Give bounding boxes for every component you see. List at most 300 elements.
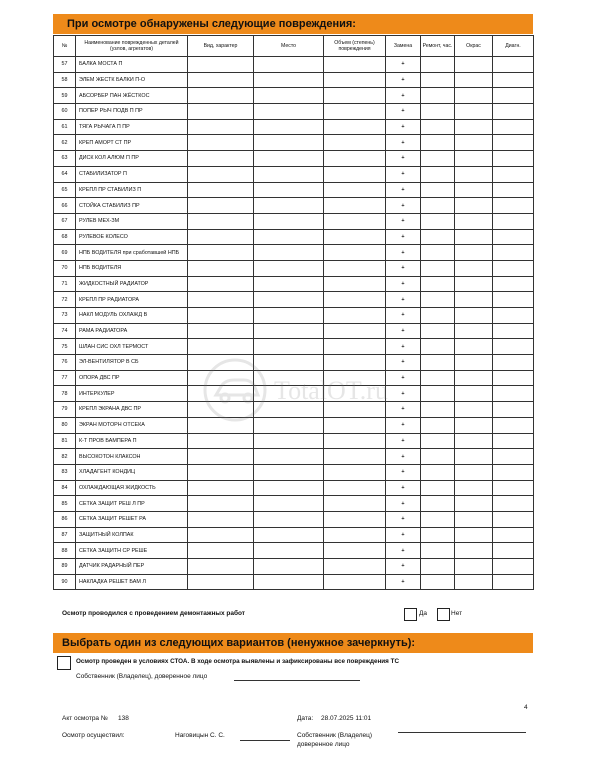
- row-part-name: ЗАЩИТНЫЙ КОЛПАК: [76, 527, 188, 543]
- row-number: 75: [54, 339, 76, 355]
- row-damage-extent: [324, 480, 386, 496]
- row-replace: +: [386, 511, 421, 527]
- row-damage-extent: [324, 292, 386, 308]
- row-paint: [455, 323, 493, 339]
- table-row: [54, 402, 534, 418]
- row-replace: +: [386, 276, 421, 292]
- row-part-name: КРЕПЛ ПР РАДИАТОРА: [76, 292, 188, 308]
- row-damage-type: [188, 464, 254, 480]
- owner-label-2: доверенное лицо: [297, 741, 350, 748]
- row-damage-extent: [324, 276, 386, 292]
- row-damage-extent: [324, 166, 386, 182]
- row-part-name: КРЕП АМОРТ СТ ПР: [76, 135, 188, 151]
- table-row: [54, 88, 534, 104]
- row-paint: [455, 88, 493, 104]
- row-diagnostics: [493, 574, 534, 590]
- row-repair-hours: [421, 559, 455, 575]
- row-replace: +: [386, 370, 421, 386]
- row-replace: +: [386, 496, 421, 512]
- row-part-name: ИНТЕРКУЛЕР: [76, 386, 188, 402]
- row-repair-hours: [421, 511, 455, 527]
- row-damage-extent: [324, 229, 386, 245]
- act-label: Акт осмотра №: [62, 715, 108, 722]
- table-row: [54, 527, 534, 543]
- row-damage-extent: [324, 527, 386, 543]
- table-row: [54, 135, 534, 151]
- row-location: [254, 527, 324, 543]
- col-location: Место: [254, 36, 324, 57]
- row-location: [254, 245, 324, 261]
- table-row: [54, 72, 534, 88]
- row-damage-type: [188, 276, 254, 292]
- row-replace: +: [386, 308, 421, 324]
- row-location: [254, 449, 324, 465]
- row-damage-type: [188, 543, 254, 559]
- damages-section-title: При осмотре обнаружены следующие повреждения:: [53, 14, 533, 34]
- row-repair-hours: [421, 151, 455, 167]
- row-damage-type: [188, 135, 254, 151]
- row-paint: [455, 386, 493, 402]
- row-damage-type: [188, 292, 254, 308]
- inspector-name: Наговицын С. С.: [175, 732, 225, 739]
- table-row: [54, 559, 534, 575]
- row-damage-type: [188, 449, 254, 465]
- row-replace: +: [386, 57, 421, 73]
- table-row: [54, 417, 534, 433]
- row-repair-hours: [421, 72, 455, 88]
- row-location: [254, 198, 324, 214]
- table-row: [54, 229, 534, 245]
- row-diagnostics: [493, 449, 534, 465]
- row-location: [254, 355, 324, 371]
- row-diagnostics: [493, 245, 534, 261]
- row-part-name: ЭЛ-ВЕНТИЛЯТОР В СБ: [76, 355, 188, 371]
- table-row: [54, 339, 534, 355]
- row-damage-extent: [324, 260, 386, 276]
- row-replace: +: [386, 182, 421, 198]
- row-damage-extent: [324, 72, 386, 88]
- row-part-name: К-Т ПРОВ БАМПЕРА П: [76, 433, 188, 449]
- row-repair-hours: [421, 260, 455, 276]
- dismantling-no-checkbox[interactable]: [437, 608, 450, 621]
- row-number: 68: [54, 229, 76, 245]
- row-replace: +: [386, 543, 421, 559]
- row-repair-hours: [421, 292, 455, 308]
- row-damage-type: [188, 496, 254, 512]
- row-diagnostics: [493, 355, 534, 371]
- row-part-name: ХЛАДАГЕНТ КОНДИЦ: [76, 464, 188, 480]
- row-location: [254, 260, 324, 276]
- row-damage-type: [188, 182, 254, 198]
- row-paint: [455, 339, 493, 355]
- row-replace: +: [386, 433, 421, 449]
- table-row: [54, 245, 534, 261]
- row-part-name: ТЯГА РЫЧАГА П ПР: [76, 119, 188, 135]
- row-damage-type: [188, 119, 254, 135]
- row-number: 57: [54, 57, 76, 73]
- row-replace: +: [386, 104, 421, 120]
- row-part-name: ОХЛАЖДАЮЩАЯ ЖИДКОСТЬ: [76, 480, 188, 496]
- table-header-row: [54, 36, 534, 57]
- row-damage-extent: [324, 245, 386, 261]
- row-paint: [455, 543, 493, 559]
- row-paint: [455, 57, 493, 73]
- row-damage-type: [188, 339, 254, 355]
- row-diagnostics: [493, 213, 534, 229]
- row-replace: +: [386, 213, 421, 229]
- row-repair-hours: [421, 386, 455, 402]
- row-paint: [455, 119, 493, 135]
- row-diagnostics: [493, 323, 534, 339]
- date-label: Дата:: [297, 715, 314, 722]
- row-paint: [455, 72, 493, 88]
- row-location: [254, 213, 324, 229]
- date-value: 28.07.2025 11:01: [321, 715, 372, 722]
- option-stoa-checkbox[interactable]: [57, 656, 71, 670]
- row-number: 59: [54, 88, 76, 104]
- row-damage-extent: [324, 198, 386, 214]
- row-paint: [455, 276, 493, 292]
- col-part-name: Наименование поврежденных деталей (узлов, агрегатов): [76, 36, 188, 57]
- row-diagnostics: [493, 402, 534, 418]
- row-paint: [455, 229, 493, 245]
- row-part-name: НПБ ВОДИТЕЛЯ при сработавшей НПБ: [76, 245, 188, 261]
- table-row: [54, 574, 534, 590]
- table-row: [54, 151, 534, 167]
- row-location: [254, 323, 324, 339]
- row-damage-type: [188, 72, 254, 88]
- row-damage-extent: [324, 135, 386, 151]
- row-location: [254, 119, 324, 135]
- row-paint: [455, 511, 493, 527]
- row-repair-hours: [421, 480, 455, 496]
- row-location: [254, 511, 324, 527]
- table-row: [54, 104, 534, 120]
- row-paint: [455, 480, 493, 496]
- row-replace: +: [386, 72, 421, 88]
- row-replace: +: [386, 119, 421, 135]
- row-number: 73: [54, 308, 76, 324]
- row-repair-hours: [421, 308, 455, 324]
- row-part-name: АБСОРБЕР ПАН ЖЁСТКОС: [76, 88, 188, 104]
- row-part-name: РАМА РАДИАТОРА: [76, 323, 188, 339]
- row-paint: [455, 370, 493, 386]
- row-number: 70: [54, 260, 76, 276]
- row-damage-extent: [324, 574, 386, 590]
- col-damage-extent: Объем (степень) повреждения: [324, 36, 386, 57]
- col-repair-hours: Ремонт, час.: [421, 36, 455, 57]
- row-damage-type: [188, 480, 254, 496]
- row-paint: [455, 308, 493, 324]
- row-damage-type: [188, 104, 254, 120]
- row-damage-type: [188, 511, 254, 527]
- row-paint: [455, 198, 493, 214]
- row-part-name: ДАТЧИК РАДАРНЫЙ ПЕР: [76, 559, 188, 575]
- row-damage-type: [188, 402, 254, 418]
- col-number: №: [54, 36, 76, 57]
- table-row: [54, 386, 534, 402]
- option-stoa-label: Осмотр проведен в условиях СТОА. В ходе осмотра выявлены и зафиксированы все повреждения ТС: [76, 658, 399, 665]
- row-damage-extent: [324, 543, 386, 559]
- row-part-name: СЕТКА ЗАЩИТ РЕШЕТ РА: [76, 511, 188, 527]
- row-damage-type: [188, 323, 254, 339]
- row-damage-type: [188, 260, 254, 276]
- row-location: [254, 559, 324, 575]
- row-damage-extent: [324, 370, 386, 386]
- row-paint: [455, 417, 493, 433]
- table-row: [54, 213, 534, 229]
- row-location: [254, 104, 324, 120]
- row-diagnostics: [493, 433, 534, 449]
- inspector-signature-line[interactable]: [240, 740, 290, 741]
- col-replace: Замена: [386, 36, 421, 57]
- row-paint: [455, 402, 493, 418]
- row-replace: +: [386, 135, 421, 151]
- row-part-name: СТАБИЛИЗАТОР П: [76, 166, 188, 182]
- row-repair-hours: [421, 449, 455, 465]
- row-replace: +: [386, 229, 421, 245]
- row-damage-extent: [324, 104, 386, 120]
- row-damage-type: [188, 370, 254, 386]
- table-row: [54, 355, 534, 371]
- row-number: 77: [54, 370, 76, 386]
- row-part-name: БАЛКА МОСТА П: [76, 57, 188, 73]
- row-damage-type: [188, 355, 254, 371]
- dismantling-yes-checkbox[interactable]: [404, 608, 417, 621]
- dismantling-yes-label: Да: [419, 610, 428, 617]
- row-damage-extent: [324, 339, 386, 355]
- row-number: 69: [54, 245, 76, 261]
- row-damage-type: [188, 57, 254, 73]
- table-row: [54, 496, 534, 512]
- table-row: [54, 166, 534, 182]
- row-repair-hours: [421, 57, 455, 73]
- table-row: [54, 276, 534, 292]
- row-replace: +: [386, 339, 421, 355]
- row-repair-hours: [421, 496, 455, 512]
- options-section-title: Выбрать один из следующих вариантов (ненужное зачеркнуть):: [53, 633, 533, 653]
- row-part-name: ДИСК КОЛ АЛЮМ П ПР: [76, 151, 188, 167]
- row-paint: [455, 574, 493, 590]
- row-damage-extent: [324, 119, 386, 135]
- col-damage-type: Вид, характер: [188, 36, 254, 57]
- table-row: [54, 308, 534, 324]
- table-row: [54, 464, 534, 480]
- table-row: [54, 543, 534, 559]
- row-diagnostics: [493, 543, 534, 559]
- row-replace: +: [386, 88, 421, 104]
- row-damage-extent: [324, 449, 386, 465]
- row-paint: [455, 151, 493, 167]
- row-paint: [455, 182, 493, 198]
- row-repair-hours: [421, 245, 455, 261]
- row-diagnostics: [493, 559, 534, 575]
- row-damage-extent: [324, 559, 386, 575]
- row-paint: [455, 292, 493, 308]
- row-location: [254, 386, 324, 402]
- row-paint: [455, 166, 493, 182]
- row-paint: [455, 527, 493, 543]
- row-location: [254, 151, 324, 167]
- page-number: 4: [524, 704, 528, 711]
- row-number: 66: [54, 198, 76, 214]
- row-diagnostics: [493, 151, 534, 167]
- row-repair-hours: [421, 213, 455, 229]
- row-diagnostics: [493, 292, 534, 308]
- row-number: 58: [54, 72, 76, 88]
- row-location: [254, 135, 324, 151]
- row-number: 90: [54, 574, 76, 590]
- row-number: 87: [54, 527, 76, 543]
- table-row: [54, 292, 534, 308]
- row-repair-hours: [421, 464, 455, 480]
- row-repair-hours: [421, 182, 455, 198]
- row-number: 62: [54, 135, 76, 151]
- dismantling-no-label: Нет: [451, 610, 463, 617]
- table-row: [54, 119, 534, 135]
- row-damage-type: [188, 198, 254, 214]
- row-replace: +: [386, 449, 421, 465]
- row-damage-type: [188, 88, 254, 104]
- row-number: 86: [54, 511, 76, 527]
- row-part-name: КРЕПЛ ЭКРАНА ДВС ПР: [76, 402, 188, 418]
- row-number: 63: [54, 151, 76, 167]
- row-diagnostics: [493, 339, 534, 355]
- footer-owner-signature-line[interactable]: [398, 732, 526, 733]
- col-paint: Окрас: [455, 36, 493, 57]
- row-location: [254, 57, 324, 73]
- row-location: [254, 229, 324, 245]
- row-paint: [455, 464, 493, 480]
- row-part-name: РУЛЕВ МЕХ-ЗМ: [76, 213, 188, 229]
- row-paint: [455, 260, 493, 276]
- owner-signature-line[interactable]: [234, 680, 360, 681]
- table-row: [54, 370, 534, 386]
- row-replace: +: [386, 198, 421, 214]
- row-number: 78: [54, 386, 76, 402]
- row-part-name: ОПОРА ДВС ПР: [76, 370, 188, 386]
- row-repair-hours: [421, 198, 455, 214]
- row-number: 81: [54, 433, 76, 449]
- row-location: [254, 370, 324, 386]
- row-paint: [455, 104, 493, 120]
- row-damage-type: [188, 527, 254, 543]
- row-number: 82: [54, 449, 76, 465]
- row-location: [254, 88, 324, 104]
- row-damage-type: [188, 417, 254, 433]
- row-paint: [455, 559, 493, 575]
- row-damage-extent: [324, 182, 386, 198]
- row-number: 72: [54, 292, 76, 308]
- row-repair-hours: [421, 88, 455, 104]
- row-repair-hours: [421, 527, 455, 543]
- row-part-name: ЭЛЕМ ЖЕСТК БАЛКИ П-О: [76, 72, 188, 88]
- row-location: [254, 166, 324, 182]
- row-paint: [455, 433, 493, 449]
- row-diagnostics: [493, 417, 534, 433]
- act-number: 138: [118, 715, 129, 722]
- row-diagnostics: [493, 308, 534, 324]
- row-damage-extent: [324, 496, 386, 512]
- row-damage-type: [188, 308, 254, 324]
- row-diagnostics: [493, 496, 534, 512]
- row-diagnostics: [493, 527, 534, 543]
- row-location: [254, 417, 324, 433]
- row-damage-extent: [324, 308, 386, 324]
- row-replace: +: [386, 559, 421, 575]
- row-location: [254, 574, 324, 590]
- row-number: 61: [54, 119, 76, 135]
- row-location: [254, 72, 324, 88]
- row-replace: +: [386, 245, 421, 261]
- table-row: [54, 480, 534, 496]
- damages-table-body: [54, 57, 534, 590]
- damages-table: [53, 35, 534, 590]
- row-replace: +: [386, 323, 421, 339]
- row-number: 60: [54, 104, 76, 120]
- row-damage-extent: [324, 355, 386, 371]
- row-diagnostics: [493, 370, 534, 386]
- table-row: [54, 511, 534, 527]
- row-damage-type: [188, 166, 254, 182]
- row-paint: [455, 496, 493, 512]
- table-row: [54, 182, 534, 198]
- row-part-name: НАКЛ МОДУЛЬ ОХЛАЖД В: [76, 308, 188, 324]
- row-paint: [455, 449, 493, 465]
- row-paint: [455, 355, 493, 371]
- row-damage-extent: [324, 417, 386, 433]
- row-number: 88: [54, 543, 76, 559]
- row-damage-extent: [324, 88, 386, 104]
- row-replace: +: [386, 355, 421, 371]
- row-damage-extent: [324, 402, 386, 418]
- row-diagnostics: [493, 386, 534, 402]
- row-location: [254, 496, 324, 512]
- row-replace: +: [386, 417, 421, 433]
- row-diagnostics: [493, 182, 534, 198]
- row-repair-hours: [421, 104, 455, 120]
- row-part-name: ШЛАН СИС ОХЛ ТЕРМОСТ: [76, 339, 188, 355]
- row-replace: +: [386, 260, 421, 276]
- row-diagnostics: [493, 72, 534, 88]
- row-damage-extent: [324, 213, 386, 229]
- inspector-label: Осмотр осуществил:: [62, 732, 125, 739]
- row-damage-type: [188, 229, 254, 245]
- row-replace: +: [386, 527, 421, 543]
- row-replace: +: [386, 151, 421, 167]
- row-part-name: РУЛЕВОЕ КОЛЕСО: [76, 229, 188, 245]
- table-row: [54, 433, 534, 449]
- row-number: 80: [54, 417, 76, 433]
- row-paint: [455, 245, 493, 261]
- row-number: 85: [54, 496, 76, 512]
- row-repair-hours: [421, 339, 455, 355]
- row-number: 84: [54, 480, 76, 496]
- row-replace: +: [386, 166, 421, 182]
- row-paint: [455, 213, 493, 229]
- row-part-name: НАКЛАДКА РЕШЕТ БАМ Л: [76, 574, 188, 590]
- row-repair-hours: [421, 166, 455, 182]
- row-number: 67: [54, 213, 76, 229]
- row-replace: +: [386, 464, 421, 480]
- row-repair-hours: [421, 574, 455, 590]
- row-number: 65: [54, 182, 76, 198]
- row-part-name: КРЕПЛ ПР СТАБИЛИЗ П: [76, 182, 188, 198]
- row-damage-type: [188, 574, 254, 590]
- row-diagnostics: [493, 57, 534, 73]
- row-diagnostics: [493, 276, 534, 292]
- table-row: [54, 260, 534, 276]
